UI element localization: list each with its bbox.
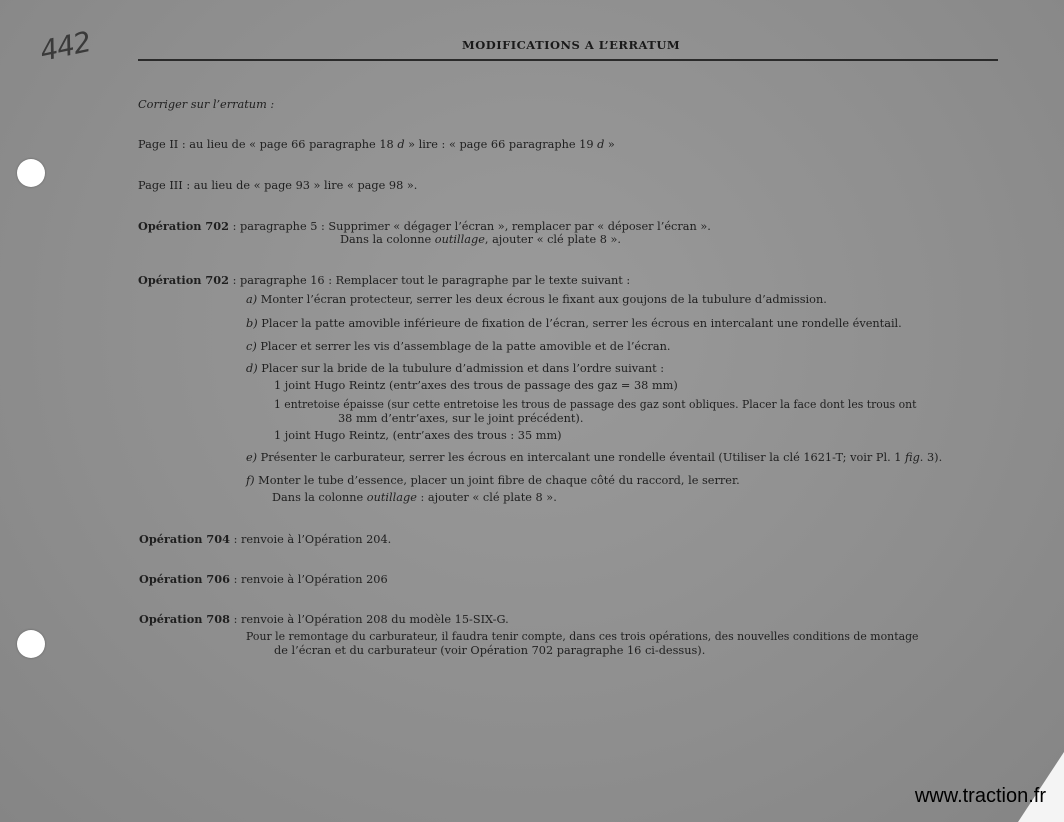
intro-line: Corriger sur l’erratum : [138,98,275,111]
op708-note-cont: de l’écran et du carburateur (voir Opération 702 paragraphe 16 ci-dessus). [274,644,706,657]
op708: Opération 708 : renvoie à l’Opération 208 du modèle 15-SIX-G. [139,612,509,626]
op704: Opération 704 : renvoie à l’Opération 204. [139,532,392,546]
op702-para16-intro: Opération 702 : paragraphe 16 : Remplacer tout le paragraphe par le texte suivant : [138,273,631,287]
op706: Opération 706 : renvoie à l’Opération 206 [139,572,388,586]
header-rule [138,59,998,61]
item-d-spacer: 1 entretoise épaisse (sur cette entretoise les trous de passage des gaz sont obliques. Placer la face dont les trous ont [274,398,917,411]
item-d-spacer-cont: 38 mm d’entr’axes, sur le joint précédent). [338,412,584,425]
page3-correction: Page III : au lieu de « page 93 » lire « page 98 ». [138,179,418,192]
punch-hole-top [17,159,45,187]
op708-note: Pour le remontage du carburateur, il faudra tenir compte, dans ces trois opérations, des nouvelles conditions de montage [246,630,919,643]
item-b: b) Placer la patte amovible inférieure de fixation de l’écran, serrer les écrous en intercalant une rondelle éventail. [246,317,902,330]
item-f: f) Monter le tube d’essence, placer un joint fibre de chaque côté du raccord, le serrer. [246,474,740,487]
item-e: e) Présenter le carburateur, serrer les écrous en intercalant une rondelle éventail (Utiliser la clé 1621-T; voir Pl. 1 fig. 3). [246,451,943,464]
item-f-tools: Dans la colonne outillage : ajouter « clé plate 8 ». [272,491,557,504]
op702-para5: Opération 702 : paragraphe 5 : Supprimer « dégager l’écran », remplacer par « déposer l’écran ». [138,219,711,233]
item-d-joint2: 1 joint Hugo Reintz, (entr’axes des trous : 35 mm) [274,429,562,442]
watermark: www.traction.fr [914,785,1046,807]
item-a: a) Monter l’écran protecteur, serrer les deux écrous le fixant aux goujons de la tubulure d’admission. [246,293,827,306]
item-d-joint1: 1 joint Hugo Reintz (entr’axes des trous de passage des gaz = 38 mm) [274,379,678,392]
page2-correction: Page II : au lieu de « page 66 paragraphe 18 d » lire : « page 66 paragraphe 19 d » [138,138,615,151]
handwritten-page-number: 442 [37,25,94,68]
item-d: d) Placer sur la bride de la tubulure d’admission et dans l’ordre suivant : [246,362,665,375]
item-c: c) Placer et serrer les vis d’assemblage de la patte amovible et de l’écran. [246,340,671,353]
page-title: MODIFICATIONS A L’ERRATUM [462,38,681,52]
op702-para5-tools: Dans la colonne outillage, ajouter « clé plate 8 ». [340,233,621,246]
punch-hole-bottom [17,630,45,658]
